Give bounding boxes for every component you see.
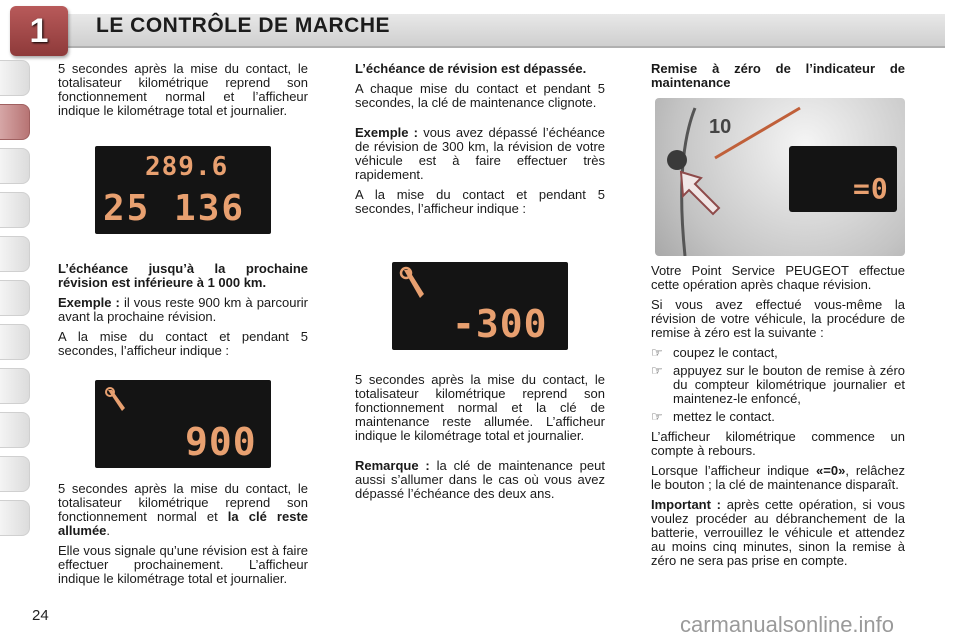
side-tab[interactable] <box>0 412 30 448</box>
trip-value: 289.6 <box>145 152 229 182</box>
total-value: 25 136 <box>103 188 246 229</box>
arrow-icon <box>677 168 723 216</box>
page-number: 24 <box>32 607 49 624</box>
paragraph <box>355 126 605 182</box>
reset-display <box>789 146 897 212</box>
wrench-icon <box>398 266 430 302</box>
page-title: LE CONTRÔLE DE MARCHE <box>96 14 390 37</box>
side-tabs <box>0 60 30 544</box>
side-tab[interactable] <box>0 324 30 360</box>
remark-label: Remarque : <box>355 458 430 473</box>
side-tab[interactable] <box>0 368 30 404</box>
paragraph <box>355 459 605 501</box>
wrench-icon <box>103 386 133 416</box>
paragraph: A la mise du contact et pendant 5 secondes, l’afficheur indique : <box>58 329 308 358</box>
paragraph: A la mise du contact et pendant 5 secondes, l’afficheur indique : <box>355 187 605 216</box>
side-tab[interactable] <box>0 456 30 492</box>
step-text: coupez le contact, <box>673 345 778 360</box>
side-tab[interactable] <box>0 60 30 96</box>
side-tab[interactable] <box>0 280 30 316</box>
paragraph: Votre Point Service PEUGEOT effectue cette opération après chaque révision. <box>651 263 905 292</box>
chapter-number: 1 <box>29 11 49 50</box>
side-tab[interactable] <box>0 236 30 272</box>
side-tab[interactable] <box>0 148 30 184</box>
step-item <box>651 364 905 406</box>
section-heading: L’échéance de révision est dépassée. <box>355 61 587 76</box>
text: Lorsque l’afficheur indique <box>651 463 817 478</box>
paragraph: 5 secondes après la mise du contact, le totalisateur kilométrique reprend son fonctionnement normal et l’afficheur indique le kilométrage total et journalier. <box>58 61 308 118</box>
dashboard-illustration <box>655 98 905 256</box>
column-2-lower <box>355 373 605 507</box>
svg-text:10: 10 <box>709 116 732 138</box>
watermark: carmanualsonline.info <box>680 612 895 637</box>
remark-text: la clé de maintenance peut aussi s’allumer dans le cas où vous avez dépassé l’échéance des deux ans. <box>355 458 605 501</box>
step-item <box>651 346 905 360</box>
step-text: appuyez sur le bouton de remise à zéro du compteur kilométrique journalier et maintenez-le enfoncé, <box>673 363 905 406</box>
overdue-value: -300 <box>452 302 548 346</box>
example-text: il vous reste 900 km à parcourir avant la prochaine révision. <box>58 295 308 324</box>
example-label: Exemple : <box>355 125 418 140</box>
bold-text: «=0» <box>816 463 846 478</box>
paragraph: 5 secondes après la mise du contact, le totalisateur kilométrique reprend son fonctionnement normal et la clé de maintenance reste allumée. L’afficheur indique le kilométrage total et journalier. <box>355 372 605 443</box>
column-1-bottom <box>58 482 308 592</box>
text: 5 secondes après la mise du contact, le totalisateur kilométrique reprend son fonctionnement normal et <box>58 481 308 524</box>
side-tab-active[interactable] <box>0 104 30 140</box>
column-3 <box>651 62 905 96</box>
reset-value: =0 <box>853 172 889 205</box>
pointing-hand-icon: ☞ <box>651 363 663 378</box>
remaining-value: 900 <box>185 420 257 464</box>
odometer-display <box>95 146 271 234</box>
reset-button <box>667 150 687 170</box>
paragraph <box>58 482 308 538</box>
paragraph: Si vous avez effectué vous-même la révision de votre véhicule, la procédure de remise à zéro est la suivante : <box>651 297 905 340</box>
pointing-hand-icon: ☞ <box>651 345 663 360</box>
section-heading: L’échéance jusqu’à la prochaine révision est inférieure à 1 000 km. <box>58 261 308 290</box>
text: . <box>106 523 111 538</box>
important-label: Important : <box>651 497 721 512</box>
paragraph <box>651 498 905 568</box>
paragraph: A chaque mise du contact et pendant 5 secondes, la clé de maintenance clignote. <box>355 81 605 110</box>
column-2 <box>355 62 605 222</box>
maintenance-display-900 <box>95 380 271 468</box>
column-1-lower <box>58 262 308 364</box>
step-text: mettez le contact. <box>673 409 775 424</box>
example-label: Exemple : <box>58 295 120 310</box>
paragraph <box>58 296 308 324</box>
important-text: après cette opération, si vous voulez procéder au débranchement de la batterie, verrouillez le véhicule et attendez au moins cinq minutes, sinon la remise à zéro ne sera pas prise en compte. <box>651 497 905 568</box>
pointing-hand-icon: ☞ <box>651 409 663 424</box>
paragraph: L’afficheur kilométrique commence un compte à rebours. <box>651 429 905 458</box>
side-tab[interactable] <box>0 500 30 536</box>
example-text: vous avez dépassé l’échéance de révision de 300 km, la révision de votre véhicule est à faire effectuer très rapidement. <box>355 125 605 182</box>
column-1 <box>58 62 308 124</box>
text: , relâchez le bouton ; la clé de maintenance disparaît. <box>651 463 905 492</box>
bold-text: la clé reste allumée <box>58 509 308 538</box>
section-heading: Remise à zéro de l’indicateur de maintenance <box>651 61 905 90</box>
side-tab[interactable] <box>0 192 30 228</box>
step-item <box>651 410 905 424</box>
column-3-lower <box>651 264 905 574</box>
paragraph: Elle vous signale qu’une révision est à faire effectuer prochainement. L’afficheur indique le kilométrage total et journalier. <box>58 543 308 586</box>
maintenance-display-300 <box>392 262 568 350</box>
paragraph <box>651 464 905 492</box>
